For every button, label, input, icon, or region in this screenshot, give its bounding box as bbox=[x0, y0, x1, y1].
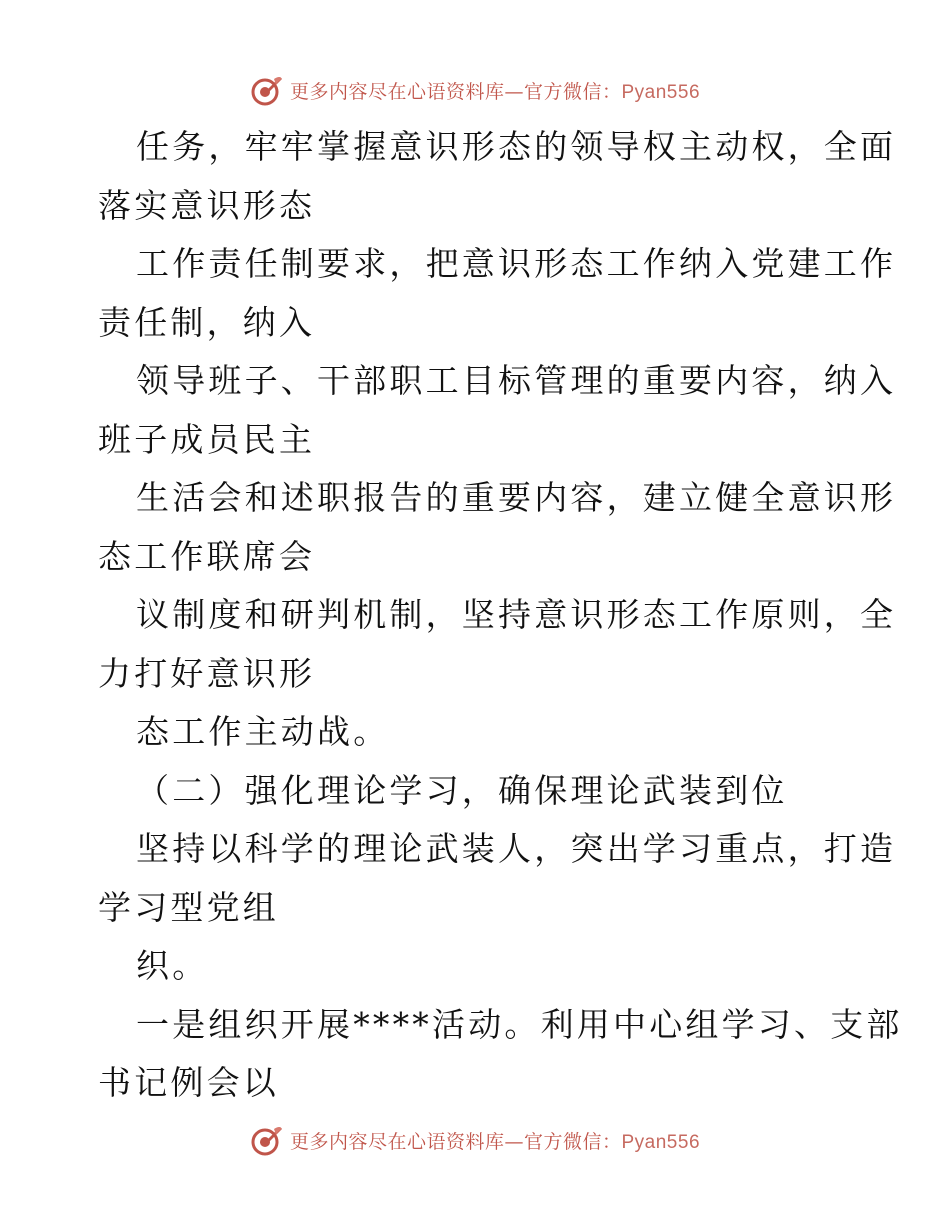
text-line: 态工作主动战。 bbox=[136, 712, 390, 751]
text-line: 生活会和述职报告的重要内容，建立健全意识形 bbox=[136, 478, 897, 517]
text-line: 领导班子、干部职工目标管理的重要内容，纳入 bbox=[136, 361, 897, 400]
text-line: 一是组织开展****活动。利用中心组学习、支部 bbox=[136, 1004, 903, 1044]
quill-pen-logo-icon bbox=[250, 73, 284, 107]
text-line: 落实意识形态 bbox=[98, 185, 316, 225]
footer-watermark bbox=[0, 1120, 950, 1160]
text-line: 学习型党组 bbox=[98, 887, 279, 927]
text-line: 工作责任制要求，把意识形态工作纳入党建工作 bbox=[136, 244, 897, 283]
watermark-text: 更多内容尽在心语资料库—官方微信：Pyan556 bbox=[289, 80, 701, 103]
text-line: 任务，牢牢掌握意识形态的领导权主动权，全面 bbox=[136, 127, 897, 166]
text-line: 议制度和研判机制，坚持意识形态工作原则，全 bbox=[136, 595, 897, 634]
text-line: 书记例会以 bbox=[98, 1063, 279, 1102]
text-line: 力打好意识形 bbox=[98, 653, 316, 693]
text-line: 态工作联席会 bbox=[98, 536, 316, 576]
text-line: 织。 bbox=[136, 946, 209, 985]
quill-pen-logo-icon bbox=[250, 1123, 284, 1157]
text-line: 班子成员民主 bbox=[98, 419, 316, 459]
header-watermark bbox=[0, 70, 950, 110]
text-line: 责任制，纳入 bbox=[98, 302, 316, 342]
document-body bbox=[98, 118, 903, 1113]
text-line: （二）强化理论学习，确保理论武装到位 bbox=[136, 770, 788, 810]
watermark-text: 更多内容尽在心语资料库—官方微信：Pyan556 bbox=[289, 1130, 701, 1153]
text-line: 坚持以科学的理论武装人，突出学习重点，打造 bbox=[136, 829, 897, 868]
